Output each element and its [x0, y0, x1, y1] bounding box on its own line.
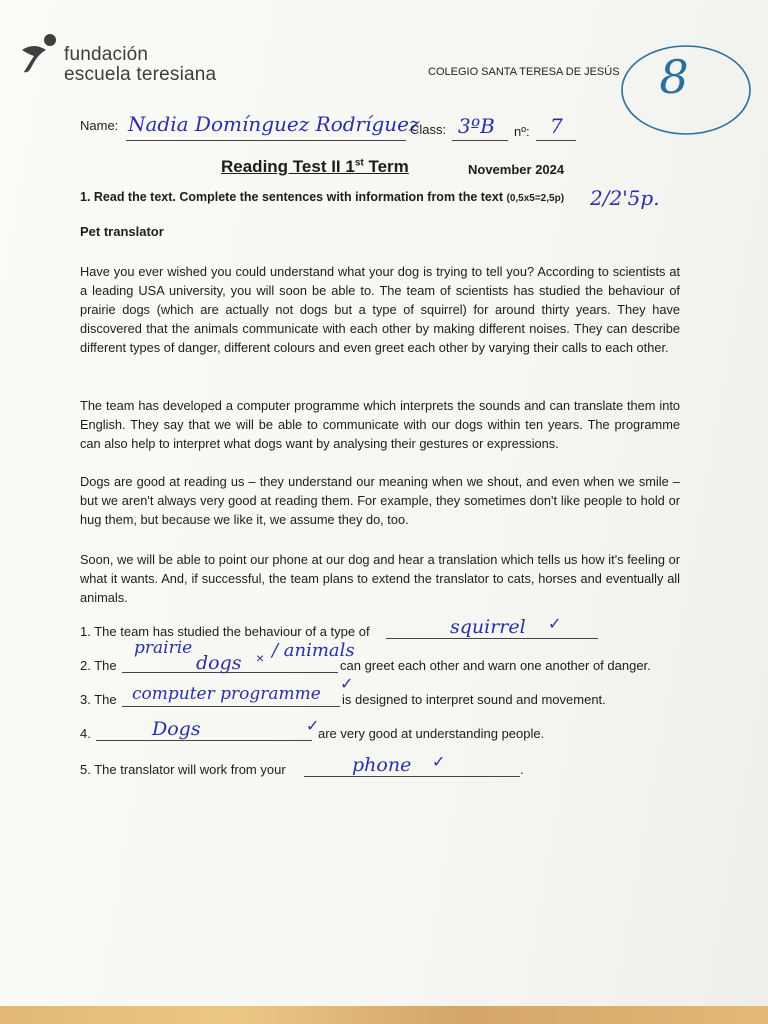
cross-mark-icon: ×	[256, 650, 265, 666]
question-1-blank	[386, 638, 598, 639]
exercise-score: 2/2'5p.	[590, 186, 660, 210]
fundacion-logo-icon	[20, 32, 60, 76]
page-bottom-edge	[0, 1006, 768, 1024]
paragraph-1: Have you ever wished you could understand what your dog is trying to tell you? According to scientists at a leading USA university, you will soon be able to. The team of scientists has studied the behaviour of prairie dogs (which are actually not dogs but a type of squirrel) for around thirty years. They have discovered that the animals communicate with each other by making different noises. They can describe different types of danger, different colours and even greet each other by varying their calls to each other.	[80, 264, 680, 355]
question-5-blank	[304, 776, 520, 777]
check-mark-icon: ✓	[548, 616, 562, 633]
school-name: COLEGIO SANTA TERESA DE JESÚS	[428, 66, 620, 78]
test-date: November 2024	[468, 162, 565, 177]
question-5-text: 5. The translator will work from your	[80, 762, 286, 777]
question-2-answer-top: prairie	[134, 638, 193, 658]
number-label: nº:	[514, 124, 530, 139]
class-label: Class:	[410, 122, 447, 137]
question-5-text-end: .	[520, 762, 524, 777]
paragraph-3: Dogs are good at reading us – they understand our meaning when we shout, and even when we smile – but we aren't always very good at reading them. For example, they sometimes don't like people to hold or hug them, but because we like it, we assume they do, too.	[80, 474, 680, 527]
question-3-text: 3. The	[80, 692, 117, 707]
brand-name-line1: fundación	[64, 44, 149, 65]
question-2-text: 2. The	[80, 658, 117, 673]
question-3-text-end: is designed to interpret sound and movement.	[342, 692, 606, 707]
student-name: Nadia Domínguez Rodríguez	[128, 112, 420, 136]
check-mark-icon: ✓	[306, 718, 320, 735]
grade-mark: 8	[659, 50, 689, 104]
question-2-text-end: can greet each other and warn one another of danger.	[340, 658, 651, 673]
question-1-answer: squirrel	[450, 616, 526, 638]
exercise-instruction: 1. Read the text. Complete the sentences with information from the text (0,5x5=2,5p)	[80, 190, 565, 204]
text-title: Pet translator	[80, 224, 164, 239]
number-underline	[536, 140, 576, 141]
check-mark-icon: ✓	[340, 676, 354, 693]
brand-name-line2: escuela teresiana	[64, 64, 217, 85]
question-3-answer: computer programme	[132, 684, 321, 704]
test-title: Reading Test II 1st Term	[221, 157, 409, 176]
number-value: 7	[550, 114, 563, 138]
question-4-text-end: are very good at understanding people.	[318, 726, 545, 741]
question-2-answer: dogs	[196, 652, 242, 674]
question-4-text: 4.	[80, 726, 91, 741]
question-5-answer: phone	[352, 754, 412, 776]
check-mark-icon: ✓	[432, 754, 446, 771]
question-3-blank	[122, 706, 340, 707]
class-underline	[452, 140, 508, 141]
question-4-blank	[96, 740, 312, 741]
name-label: Name:	[80, 118, 119, 133]
question-4-answer: Dogs	[152, 718, 201, 740]
paragraph-4: Soon, we will be able to point our phone at our dog and hear a translation which tells us how it's feeling or what it wants. And, if successful, the team plans to extend the translator to cats, horses and eventually all animals.	[80, 552, 680, 605]
question-1-text: 1. The team has studied the behaviour of a type of	[80, 624, 370, 639]
paragraph-2: The team has developed a computer programme which interprets the sounds and can translate them into English. They say that we will be able to communicate with our dogs within ten years. The programme can also help to interpret what dogs want by analysing their gestures or expressions.	[80, 398, 680, 451]
class-value: 3ºB	[458, 114, 495, 138]
question-2-answer-alt: / animals	[272, 640, 355, 661]
name-underline	[126, 140, 406, 141]
